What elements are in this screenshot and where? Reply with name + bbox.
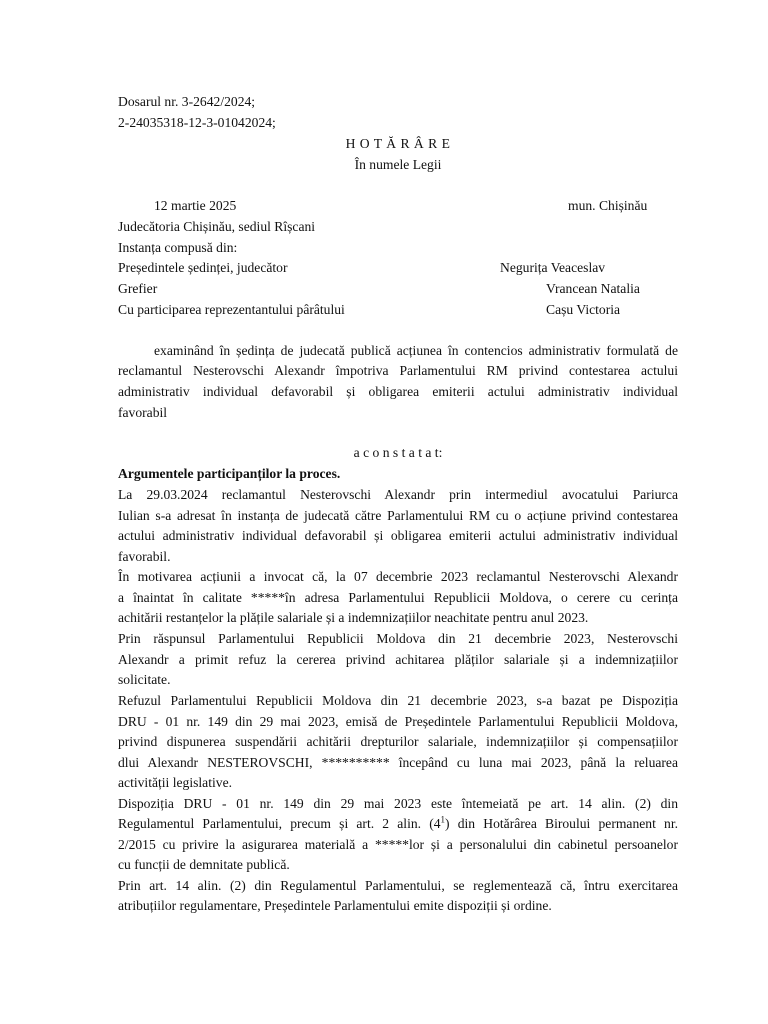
p6-line-2: atribuțiilor regulamentare, Președintele Parlamentului emite dispoziții și ordine. [118,898,552,913]
p5-line-4: cu funcții de demnitate publică. [118,857,290,872]
p4-line-4: dlui Alexandr NESTEROVSCHI, ********** începând cu luna mai 2023, până la reluarea [118,755,678,770]
p2-line-3: achitării restanțelor la plățile salariale și a indemnizațiilor neachitate pentru anul 2023. [118,610,589,625]
court-name: Judecătoria Chișinău, sediul Rîșcani [118,219,316,234]
case-number-line-1: Dosarul nr. 3-2642/2024; [118,94,256,109]
intro-line-3: administrativ individual defavorabil și obligarea emiterii actului administrativ individual [118,384,678,399]
decision-place: mun. Chișinău [568,198,648,213]
p2-line-2: a înaintat în calitate *****în adresa Parlamentului Republicii Moldova, o cerere cu cerința [118,590,678,605]
intro-line-1: examinând în ședința de judecată publică acțiunea în contencios administrativ formulată de [154,343,678,358]
p3-line-3: solicitate. [118,672,171,687]
p1-line-2: Iulian s-a adresat în instanța de judecată către Parlamentului RM cu o acțiune privind contestarea [118,508,678,523]
p5-superscript: 1 [440,814,446,825]
constatat-heading: a c o n s t a t a t: [353,445,443,460]
p1-line-4: favorabil. [118,549,171,564]
p3-line-1: Prin răspunsul Parlamentului Republicii Moldova din 21 decembrie 2023, Nesterovschi [118,631,678,646]
document-subtitle: În numele Legii [354,157,442,172]
role-clerk: Grefier [118,281,158,296]
p4-line-2: DRU - 01 nr. 149 din 29 mai 2023, emisă de Președintele Parlamentului Republicii Moldova, [118,714,678,729]
p5-line-2-pre: Regulamentul Parlamentului, precum și art. 2 alin. (4 [118,816,441,831]
section-heading: Argumentele participanților la proces. [118,466,341,481]
p5-line-2 [118,814,678,835]
name-judge: Negurița Veaceslav [500,260,606,275]
p1-line-3: actului administrativ individual defavorabil și obligarea emiterii actului administrativ individual [118,528,678,543]
intro-line-2: reclamantul Nesterovschi Alexandr împotriva Parlamentului RM privind contestarea actului [118,363,678,378]
p4-line-1: Refuzul Parlamentului Republicii Moldova din 21 decembrie 2023, s-a bazat pe Dispoziția [118,693,678,708]
court-composition: Instanța compusă din: [118,240,238,255]
p5-line-3: 2/2015 cu privire la asigurarea materială a *****lor și a personalului din cabinetul persoanelor [118,837,678,852]
name-representative: Cașu Victoria [546,302,621,317]
p5-line-2-post: ) din Hotărârea Biroului permanent nr. [445,816,678,831]
p1-line-1-text: La 29.03.2024 reclamantul Nesterovschi Alexandr prin intermediul avocatului Pariurca [118,487,678,502]
p4-line-3: privind dispunerea suspendării achitării drepturilor salariale, indemnizațiilor și compensațiilor [118,734,678,749]
p3-line-2: Alexandr a primit refuz la cererea privind achitarea plăților salariale și a indemnizațiilor [118,652,678,667]
case-number-line-2: 2-24035318-12-3-01042024; [118,115,276,130]
intro-line-4: favorabil [118,405,168,420]
role-judge: Președintele ședinței, judecător [118,260,288,275]
p6-line-1: Prin art. 14 alin. (2) din Regulamentul Parlamentului, se reglementează că, întru exercitarea [118,878,678,893]
p4-line-5: activității legislative. [118,775,233,790]
document-title: H O T Ă R Â R E [345,136,451,151]
role-representative: Cu participarea reprezentantului pârâtului [118,302,345,317]
decision-date: 12 martie 2025 [154,198,237,213]
p5-line-1: Dispoziția DRU - 01 nr. 149 din 29 mai 2023 este întemeiată pe art. 14 alin. (2) din [118,796,678,811]
p2-line-1: În motivarea acțiunii a invocat că, la 07 decembrie 2023 reclamantul Nesterovschi Alexandr [118,569,678,584]
name-clerk: Vrancean Natalia [546,281,640,296]
